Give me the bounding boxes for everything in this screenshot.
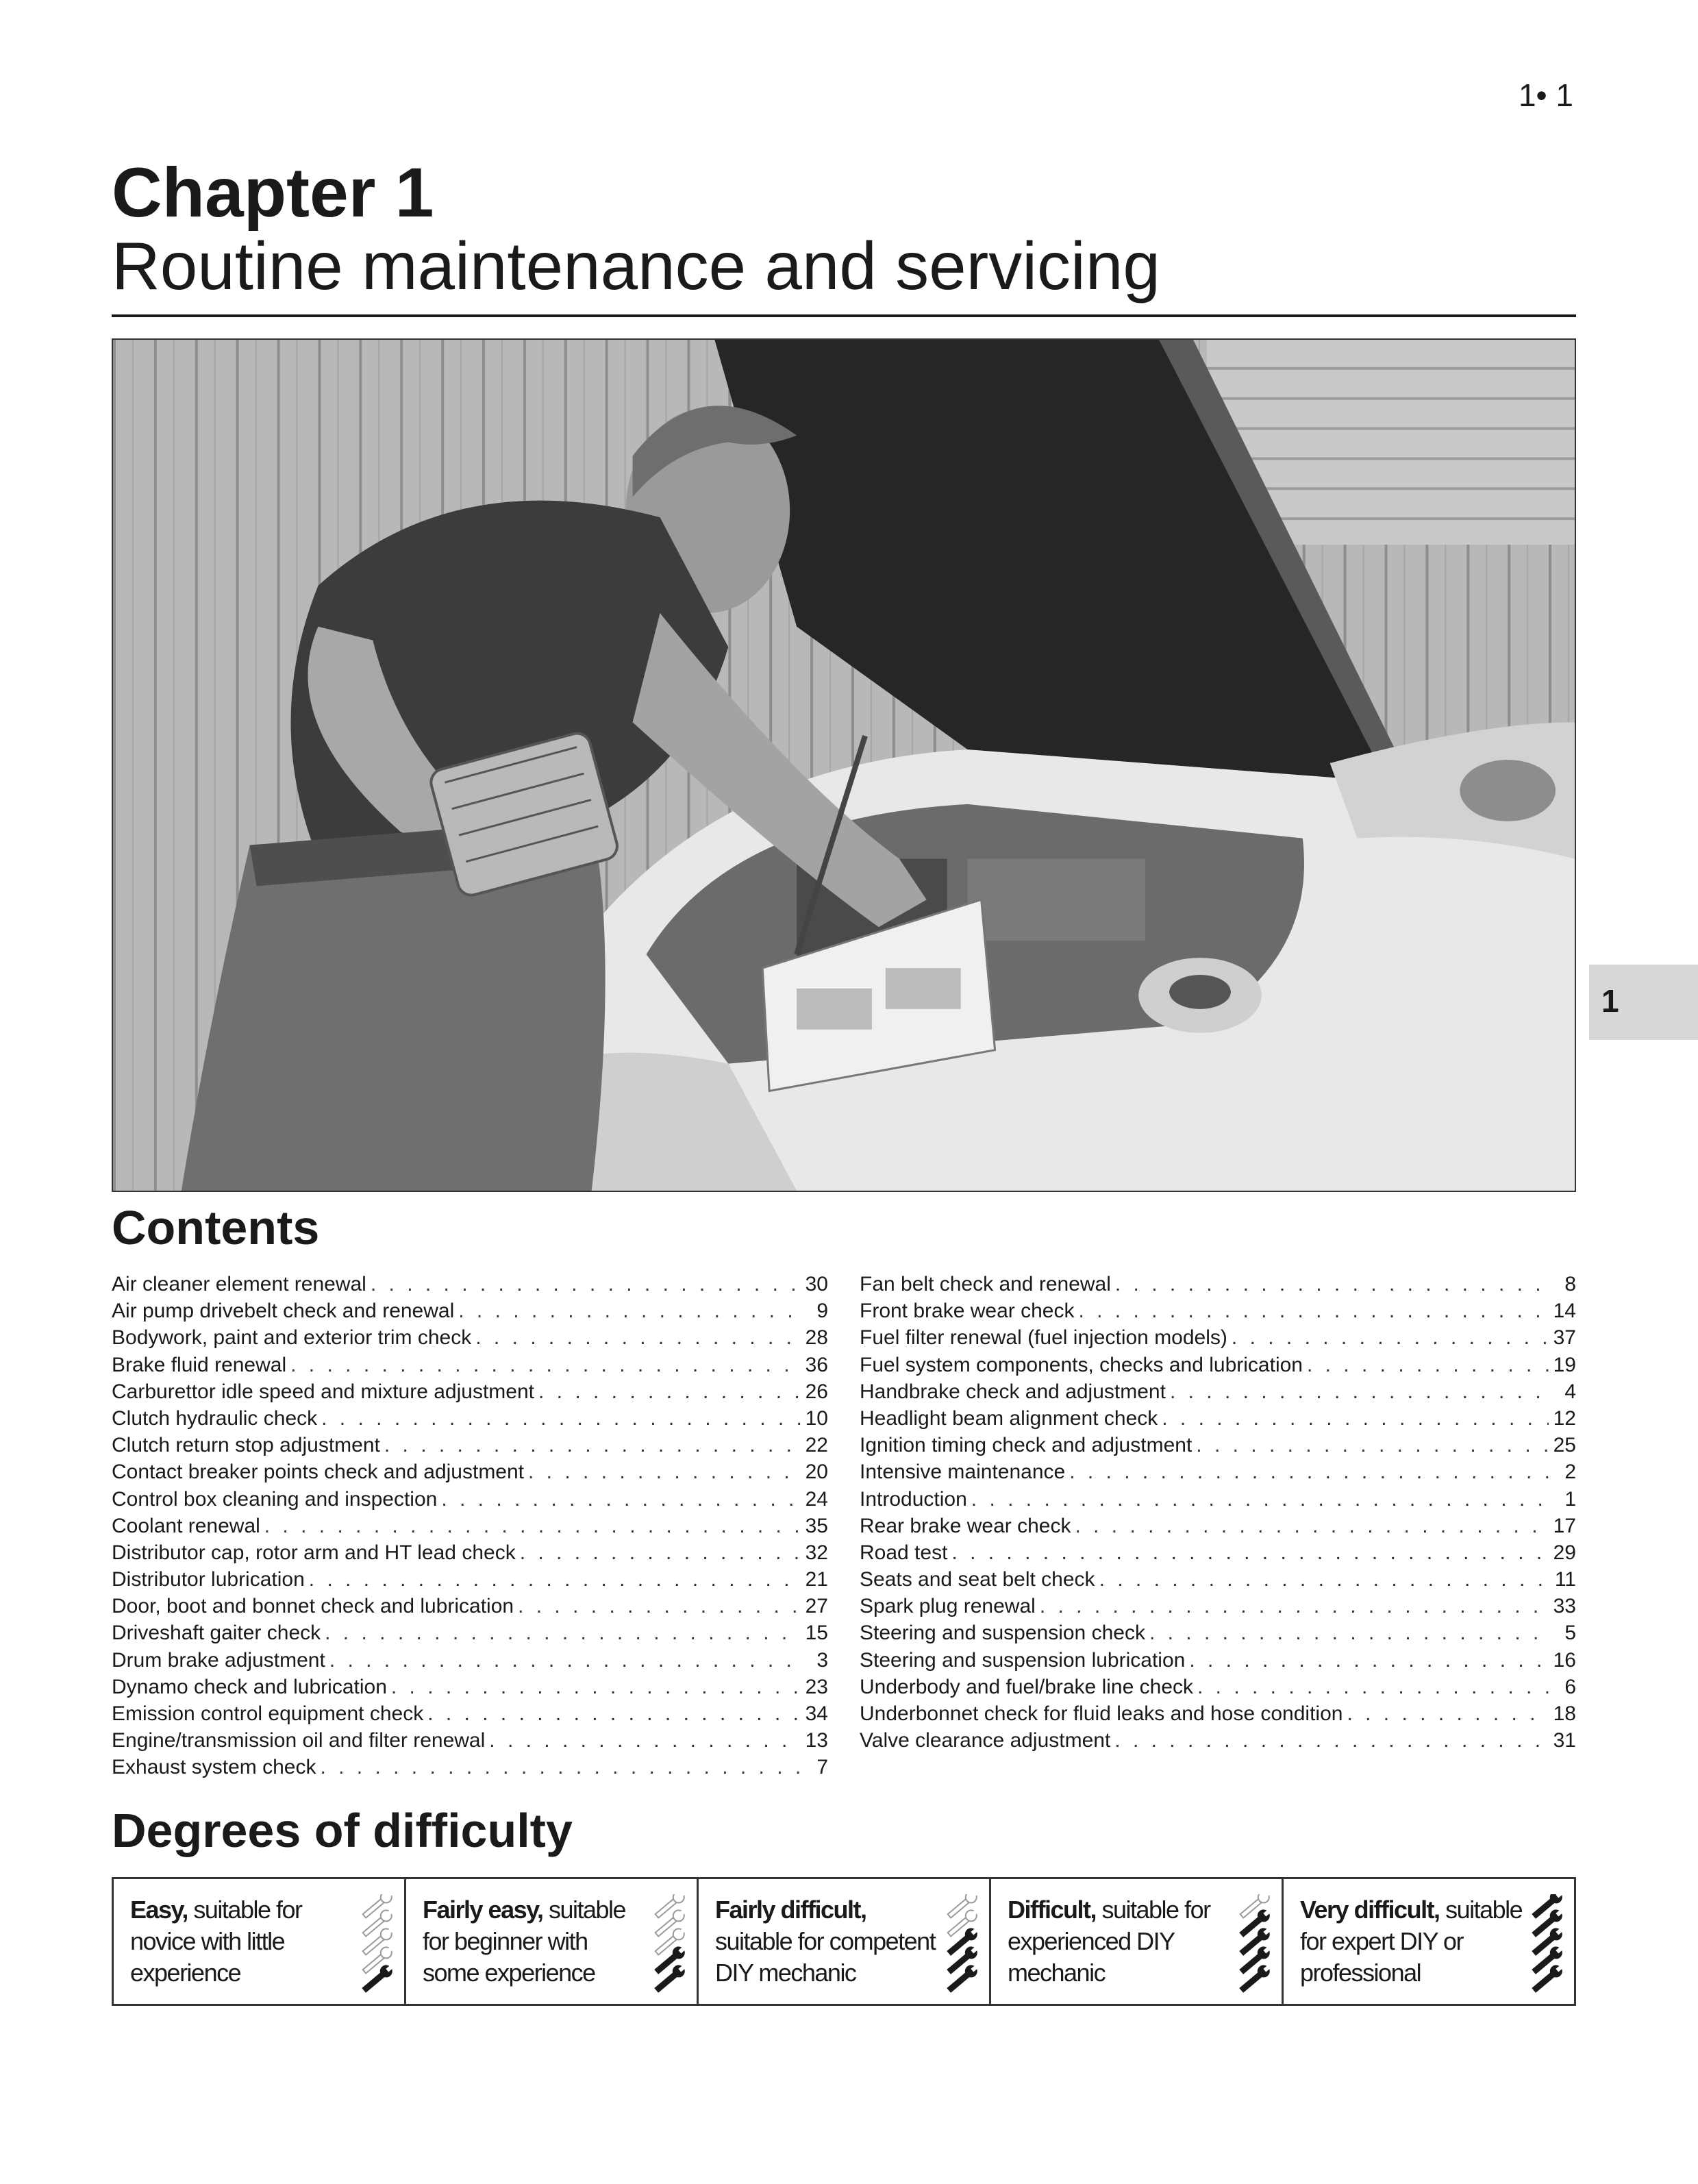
- contents-entry: [860, 1461, 1576, 1487]
- leader-dots: [1040, 1595, 1549, 1618]
- contents-entry: [112, 1568, 828, 1595]
- chapter-tab-number: 1: [1601, 983, 1619, 1019]
- contents-entry: [112, 1702, 828, 1729]
- contents-entry-label: Ignition timing check and adjustment: [860, 1434, 1193, 1457]
- chapter-photo: [112, 338, 1576, 1192]
- difficulty-description: [715, 1894, 941, 1989]
- contents-entry: [860, 1326, 1576, 1353]
- wrench-rating-icon: [649, 1894, 690, 1997]
- contents-entry: [860, 1541, 1576, 1568]
- difficulty-description: [1300, 1894, 1526, 1989]
- leader-dots: [1189, 1649, 1549, 1672]
- contents-entry-label: Underbody and fuel/brake line check: [860, 1675, 1193, 1698]
- chapter-label: Chapter 1: [112, 153, 434, 232]
- leader-dots: [1115, 1273, 1549, 1296]
- difficulty-level: [1282, 1879, 1574, 2004]
- contents-entry-label: Introduction: [860, 1487, 967, 1511]
- contents-entry-label: Valve clearance adjustment: [860, 1729, 1111, 1752]
- wrench-rating-icon: [356, 1894, 397, 1997]
- contents-entry-label: Bodywork, paint and exterior trim check: [112, 1326, 472, 1350]
- leader-dots: [1149, 1622, 1549, 1645]
- contents-entry: [112, 1488, 828, 1515]
- contents-entry-page: 2: [1564, 1461, 1576, 1484]
- contents-entry-label: Distributor cap, rotor arm and HT lead check: [112, 1541, 516, 1564]
- contents-entry: [112, 1595, 828, 1622]
- contents-entry-label: Spark plug renewal: [860, 1595, 1036, 1618]
- contents-entry-label: Front brake wear check: [860, 1300, 1075, 1323]
- contents-entry-page: 11: [1554, 1568, 1576, 1591]
- contents-entry: [112, 1515, 828, 1541]
- contents-entry-page: 13: [805, 1729, 828, 1752]
- contents-entry-label: Emission control equipment check: [112, 1702, 424, 1725]
- contents-entry: [860, 1407, 1576, 1434]
- contents-entry-label: Handbrake check and adjustment: [860, 1380, 1166, 1403]
- contents-entry-page: 37: [1553, 1326, 1576, 1350]
- contents-entry-label: Steering and suspension check: [860, 1622, 1145, 1645]
- page-number: 1• 1: [1518, 77, 1573, 113]
- contents-entry: [860, 1702, 1576, 1729]
- contents-entry: [112, 1326, 828, 1353]
- contents-entry: [112, 1461, 828, 1487]
- contents-entry-label: Carburettor idle speed and mixture adjustment: [112, 1380, 534, 1403]
- contents-entry-page: 10: [805, 1406, 828, 1430]
- difficulty-description: [1008, 1894, 1234, 1989]
- chapter-title: Routine maintenance and servicing: [112, 228, 1160, 304]
- leader-dots: [264, 1515, 801, 1538]
- difficulty-level: [989, 1879, 1282, 2004]
- leader-dots: [441, 1488, 801, 1511]
- leader-dots: [1069, 1461, 1549, 1484]
- contents-entry-page: 5: [1564, 1622, 1576, 1645]
- contents-entry-label: Fan belt check and renewal: [860, 1273, 1111, 1295]
- leader-dots: [290, 1354, 801, 1377]
- contents-entry-page: 12: [1553, 1406, 1576, 1430]
- contents-heading: Contents: [112, 1201, 320, 1254]
- difficulty-level-name: Difficult,: [1008, 1896, 1096, 1924]
- difficulty-level-name: Easy,: [130, 1896, 188, 1924]
- contents-entry-label: Door, boot and bonnet check and lubrication: [112, 1595, 514, 1618]
- contents-entry-page: 27: [805, 1595, 828, 1618]
- difficulty-level: [697, 1879, 989, 2004]
- leader-dots: [971, 1488, 1549, 1511]
- contents-entry-page: 4: [1564, 1380, 1576, 1403]
- difficulty-level-detail: suitable for novice with little experience: [130, 1896, 302, 1987]
- difficulty-level-detail: suitable for beginner with some experience: [423, 1896, 626, 1987]
- contents-entry-page: 18: [1553, 1702, 1576, 1725]
- contents-entry: [112, 1676, 828, 1702]
- contents-entry-label: Dynamo check and lubrication: [112, 1675, 387, 1698]
- difficulty-level: [114, 1879, 404, 2004]
- leader-dots: [309, 1568, 801, 1591]
- contents-entry-label: Engine/transmission oil and filter renewal: [112, 1729, 486, 1752]
- leader-dots: [951, 1541, 1549, 1565]
- contents-entry-page: 21: [805, 1568, 828, 1591]
- contents-entry: [860, 1488, 1576, 1515]
- contents-entry-label: Brake fluid renewal: [112, 1353, 287, 1376]
- contents-entry-label: Air cleaner element renewal: [112, 1273, 366, 1295]
- contents-entry: [112, 1649, 828, 1676]
- contents-entry-label: Fuel filter renewal (fuel injection models): [860, 1326, 1227, 1350]
- leader-dots: [384, 1434, 801, 1457]
- contents-entry-page: 25: [1553, 1434, 1576, 1457]
- leader-dots: [458, 1300, 801, 1323]
- leader-dots: [1307, 1354, 1549, 1377]
- contents-entry: [860, 1729, 1576, 1756]
- contents-entry-page: 19: [1553, 1353, 1576, 1376]
- leader-dots: [325, 1622, 801, 1645]
- contents-entry-page: 6: [1564, 1675, 1576, 1698]
- leader-dots: [538, 1380, 801, 1404]
- difficulty-level-detail: suitable for expert DIY or professional: [1300, 1896, 1523, 1987]
- contents-entry-label: Exhaust system check: [112, 1756, 316, 1779]
- wrench-rating-icon: [1526, 1894, 1567, 1997]
- leader-dots: [1162, 1407, 1549, 1430]
- chapter-tab: [1589, 965, 1698, 1040]
- leader-dots: [1196, 1434, 1549, 1457]
- contents-entry-label: Fuel system components, checks and lubrication: [860, 1353, 1303, 1376]
- contents-entry-page: 31: [1553, 1729, 1576, 1752]
- contents-entry-page: 7: [816, 1756, 828, 1779]
- contents-entry: [860, 1354, 1576, 1380]
- contents-entry-page: 32: [805, 1541, 828, 1564]
- contents-entry-label: Intensive maintenance: [860, 1461, 1066, 1484]
- wrench-rating-icon: [941, 1894, 982, 1997]
- difficulty-level-name: Fairly easy,: [423, 1896, 543, 1924]
- contents-entry-page: 8: [1564, 1273, 1576, 1295]
- contents-entry-page: 28: [805, 1326, 828, 1350]
- contents-entry-page: 14: [1553, 1300, 1576, 1323]
- leader-dots: [329, 1649, 801, 1672]
- leader-dots: [427, 1702, 801, 1726]
- contents-entry: [112, 1541, 828, 1568]
- leader-dots: [371, 1273, 801, 1296]
- leader-dots: [1232, 1326, 1549, 1350]
- contents-entry: [860, 1515, 1576, 1541]
- contents-entry: [112, 1354, 828, 1380]
- contents-entry-label: Distributor lubrication: [112, 1568, 305, 1591]
- contents-entry-label: Underbonnet check for fluid leaks and hose condition: [860, 1702, 1343, 1725]
- difficulty-level: [404, 1879, 697, 2004]
- contents-entry-page: 3: [816, 1648, 828, 1672]
- difficulty-heading: Degrees of difficulty: [112, 1804, 573, 1857]
- contents-entry-page: 15: [805, 1622, 828, 1645]
- difficulty-table: [112, 1877, 1576, 2006]
- title-rule: [112, 314, 1576, 317]
- contents-entry-page: 29: [1553, 1541, 1576, 1564]
- contents-entry: [112, 1729, 828, 1756]
- contents-list-left: [112, 1273, 828, 1783]
- contents-entry-label: Rear brake wear check: [860, 1514, 1071, 1537]
- wrench-rating-icon: [1234, 1894, 1275, 1997]
- contents-entry-page: 17: [1553, 1514, 1576, 1537]
- contents-entry-page: 16: [1553, 1648, 1576, 1672]
- contents-entry-page: 30: [805, 1273, 828, 1295]
- leader-dots: [1170, 1380, 1549, 1404]
- contents-entry: [860, 1676, 1576, 1702]
- contents-entry: [860, 1273, 1576, 1300]
- contents-entry: [112, 1756, 828, 1783]
- contents-entry-page: 33: [1553, 1595, 1576, 1618]
- contents-entry-label: Contact breaker points check and adjustment: [112, 1461, 525, 1484]
- contents-entry-label: Steering and suspension lubrication: [860, 1648, 1186, 1672]
- contents-entry-label: Control box cleaning and inspection: [112, 1487, 438, 1511]
- difficulty-level-detail: suitable for experienced DIY mechanic: [1008, 1896, 1210, 1987]
- leader-dots: [321, 1407, 801, 1430]
- leader-dots: [475, 1326, 801, 1350]
- leader-dots: [320, 1756, 801, 1779]
- leader-dots: [1099, 1568, 1549, 1591]
- contents-entry: [112, 1622, 828, 1648]
- contents-entry-page: 9: [816, 1300, 828, 1323]
- contents-entry-page: 20: [805, 1461, 828, 1484]
- contents-entry: [860, 1434, 1576, 1461]
- leader-dots: [520, 1541, 801, 1565]
- contents-entry-label: Coolant renewal: [112, 1514, 260, 1537]
- contents-entry-label: Drum brake adjustment: [112, 1648, 325, 1672]
- contents-entry-label: Clutch hydraulic check: [112, 1406, 318, 1430]
- contents-list-right: [860, 1273, 1576, 1756]
- leader-dots: [1075, 1515, 1549, 1538]
- leader-dots: [489, 1729, 801, 1752]
- contents-entry: [860, 1380, 1576, 1407]
- chapter-header: [112, 153, 1576, 304]
- contents-entry: [860, 1649, 1576, 1676]
- contents-entry-page: 36: [805, 1353, 828, 1376]
- contents-entry-page: 24: [805, 1487, 828, 1511]
- contents-entry-label: Headlight beam alignment check: [860, 1406, 1158, 1430]
- difficulty-description: [423, 1894, 649, 1989]
- contents-entry-label: Driveshaft gaiter check: [112, 1622, 321, 1645]
- difficulty-level-name: Very difficult,: [1300, 1896, 1440, 1924]
- contents-entry: [112, 1380, 828, 1407]
- contents-entry: [860, 1300, 1576, 1326]
- contents-entry: [112, 1273, 828, 1300]
- difficulty-level-name: Fairly difficult,: [715, 1896, 866, 1924]
- contents-entry: [112, 1300, 828, 1326]
- contents-entry-page: 22: [805, 1434, 828, 1457]
- contents-entry-page: 1: [1564, 1487, 1576, 1511]
- contents-entry-label: Seats and seat belt check: [860, 1568, 1095, 1591]
- contents-entry-page: 23: [805, 1675, 828, 1698]
- leader-dots: [391, 1676, 801, 1699]
- contents-entry: [112, 1434, 828, 1461]
- contents-entry-page: 35: [805, 1514, 828, 1537]
- contents-entry-page: 34: [805, 1702, 828, 1725]
- difficulty-description: [130, 1894, 356, 1989]
- leader-dots: [1347, 1702, 1549, 1726]
- contents-entry: [860, 1595, 1576, 1622]
- leader-dots: [1114, 1729, 1549, 1752]
- contents-entry: [860, 1622, 1576, 1648]
- contents-entry-label: Road test: [860, 1541, 948, 1564]
- leader-dots: [1197, 1676, 1549, 1699]
- leader-dots: [518, 1595, 801, 1618]
- leader-dots: [528, 1461, 801, 1484]
- contents-entry: [112, 1407, 828, 1434]
- contents-entry-label: Air pump drivebelt check and renewal: [112, 1300, 455, 1323]
- leader-dots: [1078, 1300, 1549, 1323]
- difficulty-level-detail: suitable for competent DIY mechanic: [715, 1927, 936, 1987]
- contents-entry-label: Clutch return stop adjustment: [112, 1434, 380, 1457]
- contents-entry-page: 26: [805, 1380, 828, 1403]
- mechanic-photo-illustration: [113, 340, 1575, 1191]
- contents-entry: [860, 1568, 1576, 1595]
